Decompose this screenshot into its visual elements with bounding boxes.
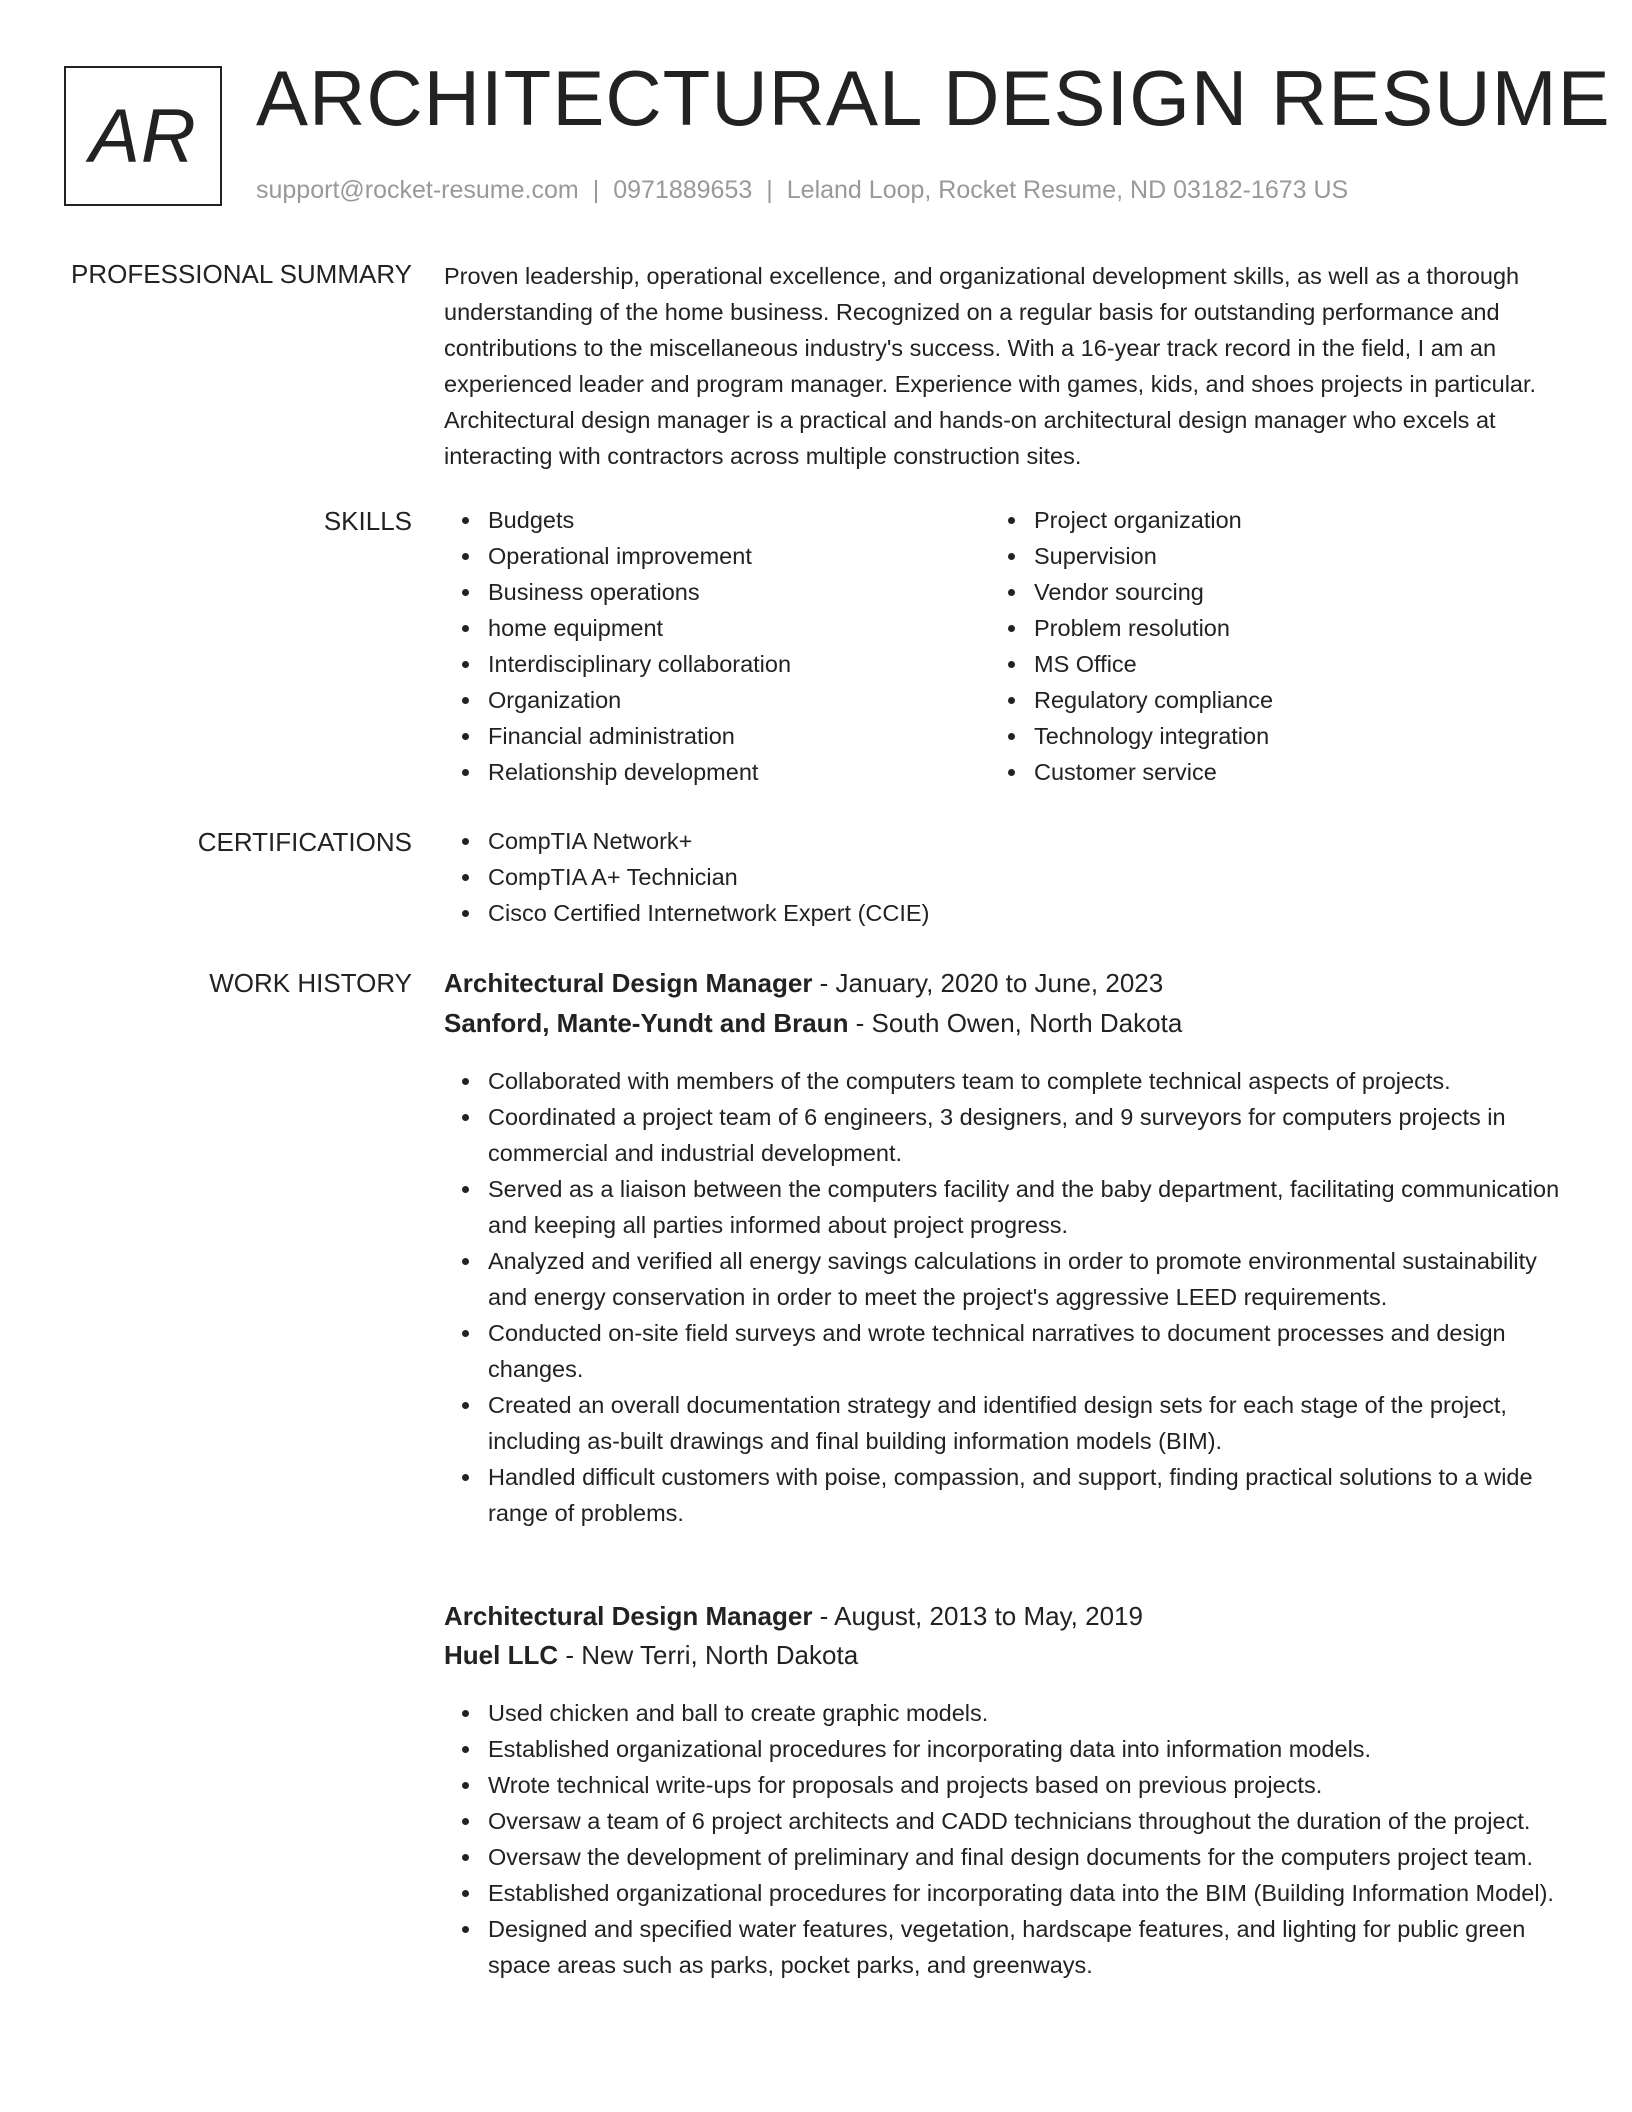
skill-item: MS Office <box>990 646 1510 682</box>
skill-item: Interdisciplinary collaboration <box>444 646 964 682</box>
summary-text: Proven leadership, operational excellence, and organizational development skills, as well as a thorough understanding of the home business. Recognized on a regular basis for outstanding performance and contributions to the miscellaneous industry's success. With a 16-year track record in the field, I am an experienced leader and program manager. Experience with games, kids, and shoes projects in particular. Architectural design manager is a practical and hands-on architectural design manager who excels at interacting with contractors across multiple construction sites. <box>444 263 1537 469</box>
page-title: ARCHITECTURAL DESIGN RESUME <box>256 54 1611 142</box>
contact-line <box>256 176 1348 205</box>
job-company-line <box>444 1640 858 1671</box>
job-company: Sanford, Mante-Yundt and Braun <box>444 1008 849 1038</box>
monogram-logo: AR <box>64 66 222 206</box>
skill-item: Problem resolution <box>990 610 1510 646</box>
contact-email: support@rocket-resume.com <box>256 176 579 204</box>
skill-item: Financial administration <box>444 718 964 754</box>
certification-item: CompTIA Network+ <box>444 823 1554 859</box>
job-title-line <box>444 968 1163 999</box>
skill-item: Operational improvement <box>444 538 964 574</box>
certification-item: Cisco Certified Internetwork Expert (CCIE) <box>444 895 1554 931</box>
skill-item: Supervision <box>990 538 1510 574</box>
job-bullet: Oversaw the development of preliminary and final design documents for the computers project team. <box>444 1839 1576 1875</box>
job-title: Architectural Design Manager <box>444 1601 813 1631</box>
work-history-heading: WORK HISTORY <box>209 968 412 998</box>
job-dates: - August, 2013 to May, 2019 <box>812 1601 1143 1631</box>
job-bullets <box>444 1695 1576 1983</box>
skill-item: Business operations <box>444 574 964 610</box>
job-bullet: Created an overall documentation strategy and identified design sets for each stage of the project, including as-built drawings and final building information models (BIM). <box>444 1387 1576 1459</box>
job-company-line <box>444 1008 1182 1039</box>
contact-separator: | <box>592 176 600 204</box>
skill-item: home equipment <box>444 610 964 646</box>
job-title: Architectural Design Manager <box>444 968 813 998</box>
job-location: - South Owen, North Dakota <box>848 1008 1183 1038</box>
job-bullet: Coordinated a project team of 6 engineers, 3 designers, and 9 surveyors for computers projects in commercial and industrial development. <box>444 1099 1576 1171</box>
job-bullet: Designed and specified water features, vegetation, hardscape features, and lighting for public green space areas such as parks, pocket parks, and greenways. <box>444 1911 1576 1983</box>
job-company: Huel LLC <box>444 1640 559 1670</box>
job-bullet: Served as a liaison between the computers facility and the baby department, facilitating communication and keeping all parties informed about project progress. <box>444 1171 1576 1243</box>
skill-item: Regulatory compliance <box>990 682 1510 718</box>
contact-address: Leland Loop, Rocket Resume, ND 03182-1673 US <box>786 176 1349 204</box>
certification-item: CompTIA A+ Technician <box>444 859 1554 895</box>
skills-list-left <box>444 502 964 790</box>
job-bullet: Collaborated with members of the computers team to complete technical aspects of projects. <box>444 1063 1576 1099</box>
job-bullet: Established organizational procedures for incorporating data into information models. <box>444 1731 1576 1767</box>
job-dates: - January, 2020 to June, 2023 <box>812 968 1164 998</box>
job-bullets <box>444 1063 1576 1531</box>
skill-item: Vendor sourcing <box>990 574 1510 610</box>
skills-list-right <box>990 502 1510 790</box>
job-title-line <box>444 1601 1143 1632</box>
contact-separator: | <box>766 176 773 204</box>
skill-item: Technology integration <box>990 718 1510 754</box>
contact-phone: 0971889653 <box>613 176 753 204</box>
job-bullet: Established organizational procedures for incorporating data into the BIM (Building Information Model). <box>444 1875 1576 1911</box>
job-bullet: Wrote technical write-ups for proposals and projects based on previous projects. <box>444 1767 1576 1803</box>
job-bullet: Analyzed and verified all energy savings calculations in order to promote environmental sustainability and energy conservation in order to meet the project's aggressive LEED requirements. <box>444 1243 1576 1315</box>
skill-item: Customer service <box>990 754 1510 790</box>
job-bullet: Handled difficult customers with poise, compassion, and support, finding practical solutions to a wide range of problems. <box>444 1459 1576 1531</box>
job-bullet: Oversaw a team of 6 project architects and CADD technicians throughout the duration of the project. <box>444 1803 1576 1839</box>
job-location: - New Terri, North Dakota <box>558 1640 859 1670</box>
skill-item: Relationship development <box>444 754 964 790</box>
skill-item: Organization <box>444 682 964 718</box>
job-bullet: Conducted on-site field surveys and wrote technical narratives to document processes and design changes. <box>444 1315 1576 1387</box>
certifications-heading: CERTIFICATIONS <box>197 827 412 857</box>
skill-item: Project organization <box>990 502 1510 538</box>
certifications-list <box>444 823 1554 931</box>
skill-item: Budgets <box>444 502 964 538</box>
job-bullet: Used chicken and ball to create graphic models. <box>444 1695 1576 1731</box>
skills-heading: SKILLS <box>323 506 412 536</box>
summary-heading: PROFESSIONAL SUMMARY <box>71 259 412 289</box>
